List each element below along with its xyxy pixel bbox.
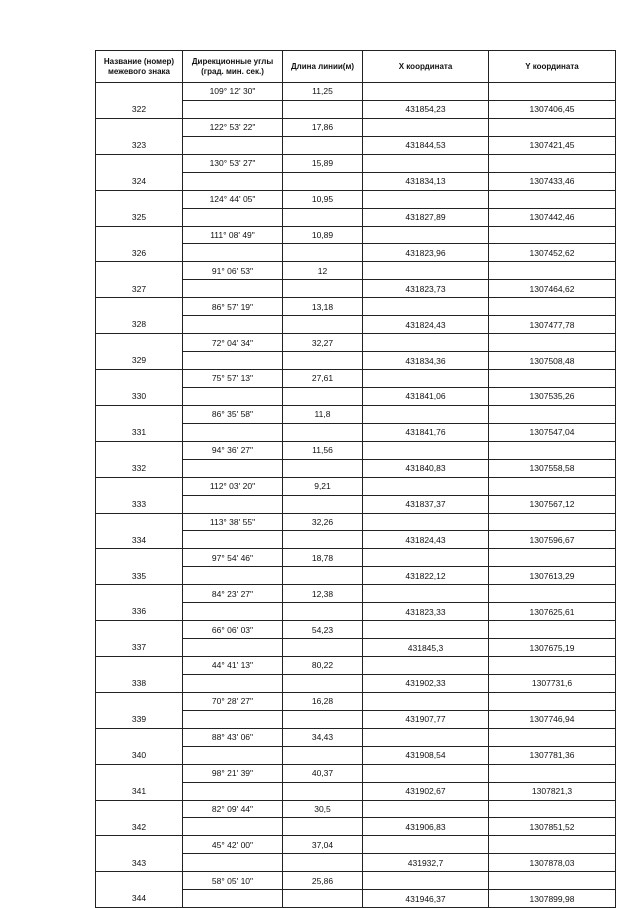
y-cell [489,370,616,388]
point-name-cell: 336 [96,603,183,621]
name-cell [96,836,183,854]
length-cell: 12,38 [283,585,363,603]
x-cell: 431907,77 [363,710,489,728]
length-cell: 11,8 [283,405,363,423]
angle-cell [183,746,283,764]
x-cell [363,800,489,818]
table-row [96,692,616,710]
length-cell: 32,27 [283,334,363,352]
angle-cell [183,603,283,621]
x-cell [363,226,489,244]
y-cell: 1307442,46 [489,208,616,226]
x-cell [363,262,489,280]
name-cell [96,441,183,459]
point-name-cell: 341 [96,782,183,800]
y-cell [489,405,616,423]
y-cell [489,441,616,459]
y-cell: 1307558,58 [489,459,616,477]
x-cell: 431908,54 [363,746,489,764]
length-cell: 54,23 [283,621,363,639]
x-cell [363,549,489,567]
table-row [96,370,616,388]
y-cell [489,513,616,531]
length-cell [283,567,363,585]
y-cell [489,334,616,352]
length-cell [283,352,363,370]
y-cell: 1307433,46 [489,172,616,190]
coordinates-table [95,50,616,908]
name-cell [96,154,183,172]
length-cell: 12 [283,262,363,280]
table-row [96,334,616,352]
table-row [96,118,616,136]
length-cell [283,782,363,800]
point-name-cell: 342 [96,818,183,836]
name-cell [96,585,183,603]
length-cell: 15,89 [283,154,363,172]
y-cell [489,621,616,639]
y-cell: 1307535,26 [489,387,616,405]
angle-cell: 97° 54' 46" [183,549,283,567]
angle-cell: 88° 43' 06" [183,728,283,746]
length-cell: 37,04 [283,836,363,854]
name-cell [96,226,183,244]
angle-cell: 109° 12' 30" [183,83,283,101]
name-cell [96,118,183,136]
length-cell: 32,26 [283,513,363,531]
length-cell: 18,78 [283,549,363,567]
y-cell: 1307464,62 [489,280,616,298]
table-row [96,477,616,495]
angle-cell [183,854,283,872]
x-cell: 431854,23 [363,100,489,118]
angle-cell [183,100,283,118]
point-name-cell: 330 [96,387,183,405]
y-cell: 1307781,36 [489,746,616,764]
angle-cell [183,208,283,226]
length-cell: 17,86 [283,118,363,136]
x-cell: 431841,06 [363,387,489,405]
name-cell [96,262,183,280]
name-cell [96,764,183,782]
point-name-cell: 334 [96,531,183,549]
x-cell [363,621,489,639]
name-cell [96,621,183,639]
length-cell [283,639,363,657]
name-cell [96,513,183,531]
point-name-cell: 339 [96,710,183,728]
y-cell [489,154,616,172]
y-cell [489,585,616,603]
length-cell: 27,61 [283,370,363,388]
x-cell: 431837,37 [363,495,489,513]
angle-cell: 58° 05' 10" [183,872,283,890]
y-cell: 1307452,62 [489,244,616,262]
x-cell [363,692,489,710]
y-cell: 1307613,29 [489,567,616,585]
y-cell [489,728,616,746]
header-name: Название (номер) межевого знака [96,51,183,83]
x-cell [363,477,489,495]
angle-cell: 113° 38' 55" [183,513,283,531]
angle-cell: 111° 08' 49" [183,226,283,244]
length-cell [283,746,363,764]
table-row [96,154,616,172]
x-cell: 431902,67 [363,782,489,800]
table-row [96,136,616,154]
y-cell [489,836,616,854]
length-cell: 9,21 [283,477,363,495]
table-row [96,836,616,854]
x-cell [363,441,489,459]
length-cell [283,208,363,226]
angle-cell [183,710,283,728]
angle-cell [183,352,283,370]
length-cell [283,387,363,405]
x-cell: 431946,37 [363,890,489,908]
x-cell: 431824,43 [363,316,489,334]
y-cell: 1307596,67 [489,531,616,549]
y-cell [489,764,616,782]
length-cell [283,244,363,262]
point-name-cell: 325 [96,208,183,226]
angle-cell: 72° 04' 34" [183,334,283,352]
length-cell: 10,89 [283,226,363,244]
point-name-cell: 324 [96,172,183,190]
x-cell: 431906,83 [363,818,489,836]
name-cell [96,549,183,567]
table-row [96,226,616,244]
x-cell: 431824,43 [363,531,489,549]
angle-cell [183,495,283,513]
angle-cell: 70° 28' 27" [183,692,283,710]
angle-cell: 44° 41' 13" [183,657,283,675]
table-row [96,190,616,208]
length-cell [283,674,363,692]
x-cell: 431840,83 [363,459,489,477]
header-length: Длина линии(м) [283,51,363,83]
table-row [96,639,616,657]
table-row [96,657,616,675]
angle-cell [183,136,283,154]
angle-cell [183,423,283,441]
x-cell: 431823,73 [363,280,489,298]
x-cell [363,154,489,172]
point-name-cell: 322 [96,100,183,118]
angle-cell [183,567,283,585]
name-cell [96,692,183,710]
header-y: Y координата [489,51,616,83]
length-cell: 25,86 [283,872,363,890]
point-name-cell: 329 [96,352,183,370]
length-cell: 10,95 [283,190,363,208]
angle-cell [183,674,283,692]
table-body [96,83,616,908]
x-cell: 431845,3 [363,639,489,657]
table-row [96,244,616,262]
x-cell [363,657,489,675]
table-row [96,316,616,334]
x-cell [363,334,489,352]
table-row [96,728,616,746]
y-cell [489,298,616,316]
table-row [96,280,616,298]
table-row [96,405,616,423]
table-row [96,387,616,405]
name-cell [96,657,183,675]
table-row [96,172,616,190]
point-name-cell: 337 [96,639,183,657]
x-cell: 431902,33 [363,674,489,692]
table-row [96,208,616,226]
length-cell: 13,18 [283,298,363,316]
point-name-cell: 344 [96,890,183,908]
angle-cell [183,172,283,190]
table-row [96,423,616,441]
header-x: X координата [363,51,489,83]
length-cell: 11,25 [283,83,363,101]
table-row [96,298,616,316]
length-cell [283,316,363,334]
table-row [96,567,616,585]
y-cell: 1307625,61 [489,603,616,621]
name-cell [96,298,183,316]
y-cell: 1307508,48 [489,352,616,370]
x-cell: 431823,96 [363,244,489,262]
y-cell: 1307731,6 [489,674,616,692]
length-cell: 30,5 [283,800,363,818]
table-row [96,459,616,477]
angle-cell: 112° 03' 20" [183,477,283,495]
table-row [96,100,616,118]
point-name-cell: 326 [96,244,183,262]
angle-cell [183,782,283,800]
angle-cell [183,280,283,298]
y-cell: 1307406,45 [489,100,616,118]
table-row [96,674,616,692]
point-name-cell: 328 [96,316,183,334]
point-name-cell: 340 [96,746,183,764]
y-cell [489,692,616,710]
point-name-cell: 333 [96,495,183,513]
angle-cell [183,818,283,836]
name-cell [96,477,183,495]
angle-cell: 75° 57' 13" [183,370,283,388]
name-cell [96,190,183,208]
x-cell: 431834,36 [363,352,489,370]
angle-cell: 82° 09' 44" [183,800,283,818]
x-cell [363,83,489,101]
length-cell [283,603,363,621]
y-cell [489,226,616,244]
y-cell: 1307421,45 [489,136,616,154]
table-row [96,603,616,621]
table-row [96,262,616,280]
x-cell: 431823,33 [363,603,489,621]
y-cell [489,190,616,208]
length-cell [283,854,363,872]
point-name-cell: 327 [96,280,183,298]
length-cell [283,495,363,513]
y-cell: 1307547,04 [489,423,616,441]
table-row [96,818,616,836]
length-cell [283,710,363,728]
length-cell [283,459,363,477]
table-row [96,352,616,370]
name-cell [96,370,183,388]
point-name-cell: 323 [96,136,183,154]
point-name-cell: 335 [96,567,183,585]
point-name-cell: 332 [96,459,183,477]
length-cell [283,136,363,154]
header-angle: Дирекционные углы (град. мин. сек.) [183,51,283,83]
y-cell [489,800,616,818]
y-cell [489,118,616,136]
table-row [96,854,616,872]
y-cell: 1307821,3 [489,782,616,800]
x-cell [363,298,489,316]
length-cell [283,100,363,118]
name-cell [96,405,183,423]
name-cell [96,800,183,818]
table-row [96,549,616,567]
table-row [96,710,616,728]
angle-cell [183,387,283,405]
name-cell [96,728,183,746]
angle-cell [183,316,283,334]
length-cell [283,818,363,836]
y-cell [489,83,616,101]
y-cell [489,872,616,890]
y-cell: 1307567,12 [489,495,616,513]
length-cell [283,280,363,298]
x-cell: 431841,76 [363,423,489,441]
table-row [96,800,616,818]
header-row [96,51,616,83]
point-name-cell: 338 [96,674,183,692]
angle-cell: 124° 44' 05" [183,190,283,208]
table-row [96,872,616,890]
x-cell: 431844,53 [363,136,489,154]
x-cell [363,190,489,208]
table-row [96,513,616,531]
x-cell [363,405,489,423]
x-cell [363,585,489,603]
table-row [96,782,616,800]
x-cell: 431932,7 [363,854,489,872]
angle-cell: 86° 35' 58" [183,405,283,423]
length-cell: 40,37 [283,764,363,782]
x-cell [363,118,489,136]
x-cell [363,764,489,782]
angle-cell: 122° 53' 22" [183,118,283,136]
length-cell: 34,43 [283,728,363,746]
angle-cell: 91° 06' 53" [183,262,283,280]
length-cell: 16,28 [283,692,363,710]
table-row [96,83,616,101]
name-cell [96,334,183,352]
x-cell: 431834,13 [363,172,489,190]
y-cell: 1307899,98 [489,890,616,908]
name-cell [96,83,183,101]
table-row [96,441,616,459]
angle-cell: 84° 23' 27" [183,585,283,603]
table-row [96,531,616,549]
y-cell: 1307477,78 [489,316,616,334]
y-cell: 1307878,03 [489,854,616,872]
table-row [96,585,616,603]
x-cell [363,370,489,388]
table-row [96,621,616,639]
name-cell [96,872,183,890]
y-cell: 1307746,94 [489,710,616,728]
y-cell [489,477,616,495]
point-name-cell: 343 [96,854,183,872]
length-cell [283,531,363,549]
x-cell [363,836,489,854]
table-row [96,746,616,764]
angle-cell: 94° 36' 27" [183,441,283,459]
table-row [96,495,616,513]
angle-cell: 98° 21' 39" [183,764,283,782]
x-cell [363,513,489,531]
length-cell: 80,22 [283,657,363,675]
length-cell [283,423,363,441]
angle-cell: 45° 42' 00" [183,836,283,854]
angle-cell [183,531,283,549]
y-cell: 1307675,19 [489,639,616,657]
angle-cell: 86° 57' 19" [183,298,283,316]
x-cell: 431827,89 [363,208,489,226]
y-cell [489,262,616,280]
length-cell: 11,56 [283,441,363,459]
length-cell [283,172,363,190]
y-cell: 1307851,52 [489,818,616,836]
angle-cell: 130° 53' 27" [183,154,283,172]
angle-cell [183,244,283,262]
x-cell [363,872,489,890]
angle-cell: 66° 06' 03" [183,621,283,639]
angle-cell [183,639,283,657]
table-row [96,764,616,782]
x-cell: 431822,12 [363,567,489,585]
y-cell [489,657,616,675]
y-cell [489,549,616,567]
x-cell [363,728,489,746]
angle-cell [183,459,283,477]
point-name-cell: 331 [96,423,183,441]
